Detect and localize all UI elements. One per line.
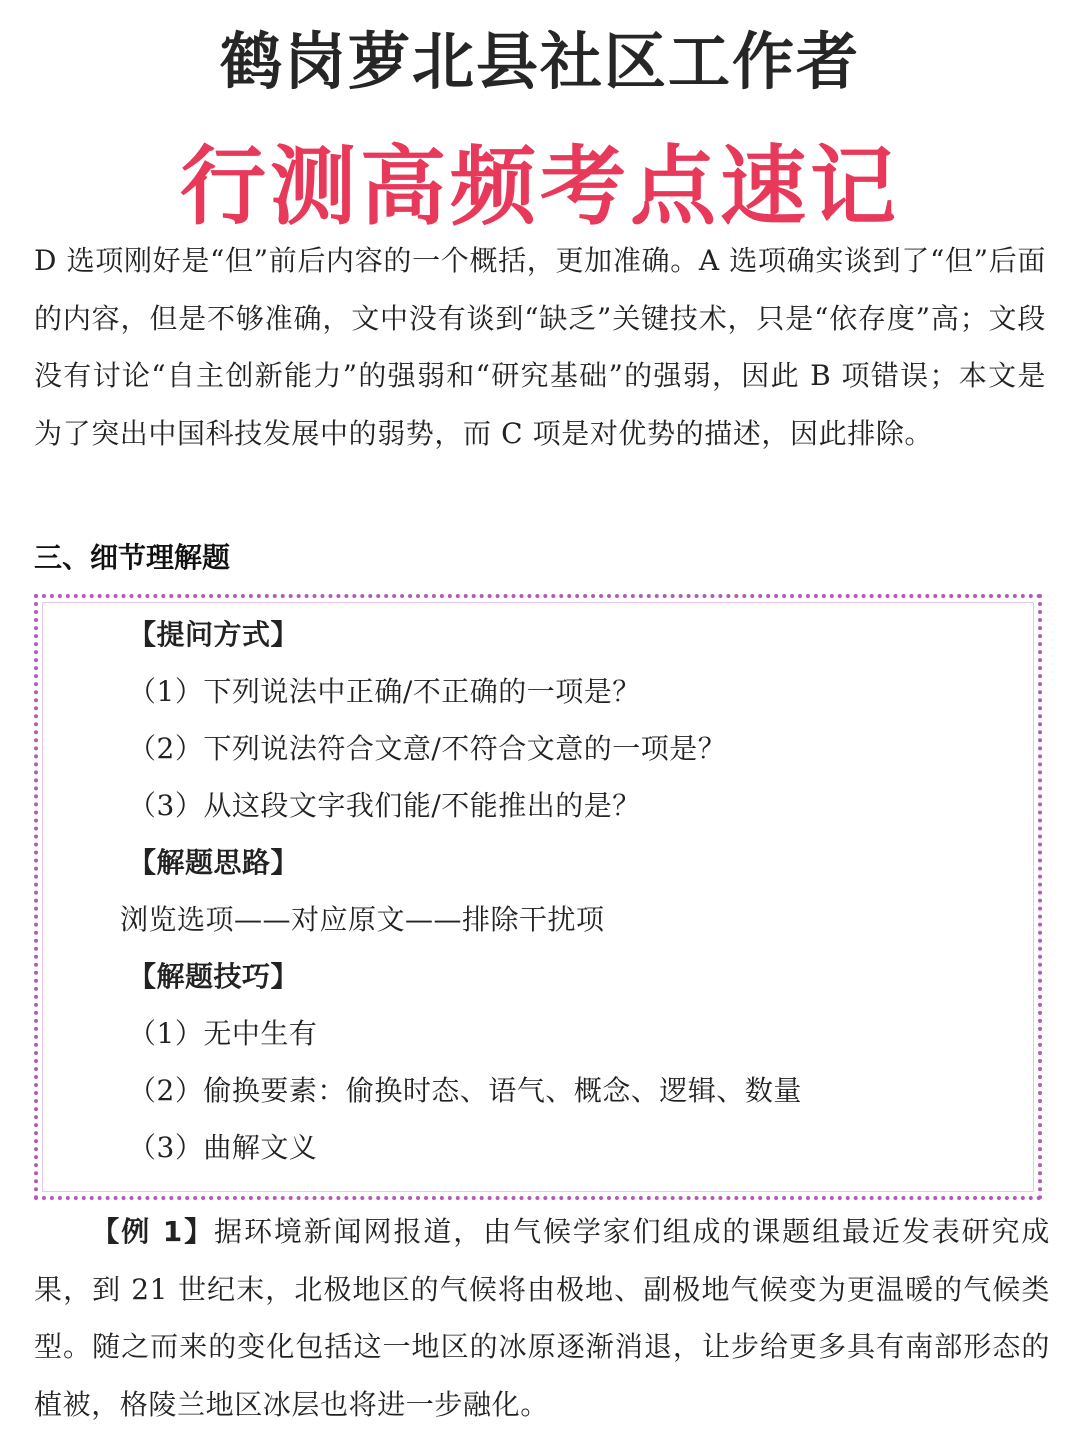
approach-heading: 【解题思路】 — [128, 846, 300, 879]
tip-item: （1）无中生有 — [128, 1017, 318, 1050]
ask-heading: 【提问方式】 — [128, 618, 300, 651]
ask-item: （1）下列说法中正确/不正确的一项是？ — [128, 675, 641, 708]
approach-text: 浏览选项——对应原文——排除干扰项 — [120, 903, 605, 936]
ask-item: （2）下列说法符合文意/不符合文意的一项是？ — [128, 732, 727, 765]
example-text: 据环境新闻网报道，由气候学家们组成的课题组最近发表研究成果，到 21 世纪末，北极地区的气候将由极地、副极地气候变为更温暖的气候类型。随之而来的变化包括这一地区的冰原逐渐消退，让步给更多具有南部形态的植被，格陵兰地区冰层也将进一步融化。 — [34, 1215, 1050, 1421]
page-title: 鹤岗萝北县社区工作者 — [219, 25, 860, 98]
page-subtitle: 行测高频考点速记 — [180, 137, 900, 237]
tip-item: （2）偷换要素：偷换时态、语气、概念、逻辑、数量 — [128, 1074, 802, 1107]
example-tag: 【例 1】 — [90, 1215, 215, 1248]
section-heading: 三、细节理解题 — [34, 541, 231, 574]
example-paragraph — [34, 1203, 1050, 1433]
intro-paragraph: D 选项刚好是“但”前后内容的一个概括，更加准确。A 选项确实谈到了“但”后面的内容，但是不够准确，文中没有谈到“缺乏”关键技术，只是“依存度”高；文段没有讨论“自主创新能力”的强弱和“研究基础”的强弱，因此 B 项错误；本文是为了突出中国科技发展中的弱势，而 C 项是对优势的描述，因此排除。 — [34, 244, 1046, 450]
ask-item: （3）从这段文字我们能/不能推出的是？ — [128, 789, 641, 822]
tip-item: （3）曲解文义 — [128, 1131, 318, 1164]
tips-heading: 【解题技巧】 — [128, 960, 300, 993]
method-box — [34, 594, 1042, 1200]
